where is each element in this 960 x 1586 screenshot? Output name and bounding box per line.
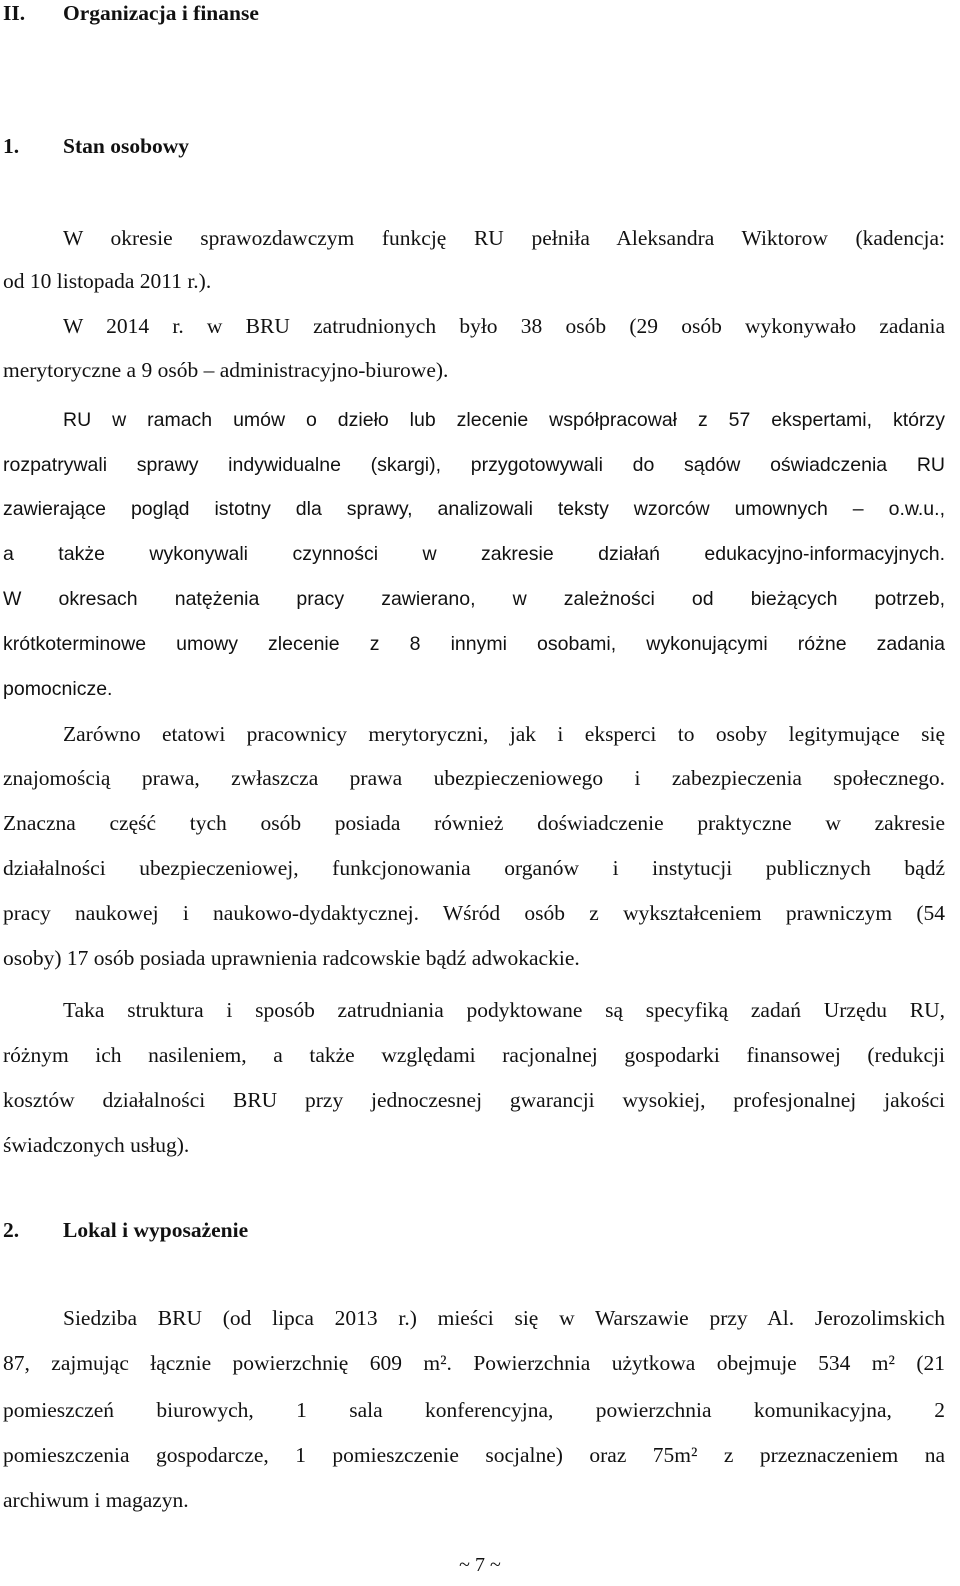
text-line: świadczonych usług). <box>3 1133 190 1157</box>
text-line: osoby) 17 osób posiada uprawnienia radcowskie bądź adwokackie. <box>3 946 580 970</box>
text-line: działalności ubezpieczeniowej, funkcjonowania organów i instytucji publicznych bądź <box>3 856 945 880</box>
text-line: różnym ich nasileniem, a także względami racjonalnej gospodarki finansowej (redukcji <box>3 1043 945 1067</box>
text-line: Znaczna część tych osób posiada również doświadczenie praktyczne w zakresie <box>3 811 945 835</box>
subsection-heading-2 <box>3 1217 945 1243</box>
text-line: pomieszczenia gospodarcze, 1 pomieszczenie socjalne) oraz 75m² z przeznaczeniem na <box>3 1443 945 1467</box>
text-line: W okresie sprawozdawczym funkcję RU pełniła Aleksandra Wiktorow (kadencja: <box>63 226 945 250</box>
text-line: archiwum i magazyn. <box>3 1488 189 1512</box>
section-title: Organizacja i finanse <box>63 1 259 25</box>
text-line: krótkoterminowe umowy zlecenie z 8 innymi osobami, wykonującymi różne zadania <box>3 633 945 655</box>
text-line: kosztów działalności BRU przy jednoczesnej gwarancji wysokiej, profesjonalnej jakości <box>3 1088 945 1112</box>
page-number: ~ 7 ~ <box>459 1554 501 1576</box>
text-line: 87, zajmując łącznie powierzchnię 609 m². Powierzchnia użytkowa obejmuje 534 m² (21 <box>3 1351 945 1375</box>
section-heading <box>3 0 945 26</box>
subsection-title: Lokal i wyposażenie <box>63 1218 249 1242</box>
text-line: rozpatrywali sprawy indywidualne (skargi), przygotowywali do sądów oświadczenia RU <box>3 454 945 476</box>
text-line: od 10 listopada 2011 r.). <box>3 269 212 293</box>
text-line: pomocnicze. <box>3 678 113 700</box>
subsection-title: Stan osobowy <box>63 134 190 158</box>
subsection-number: 2. <box>3 1218 20 1242</box>
text-line: Zarówno etatowi pracownicy merytoryczni, jak i eksperci to osoby legitymujące się <box>63 722 945 746</box>
section-number: II. <box>3 1 26 25</box>
text-line: znajomością prawa, zwłaszcza prawa ubezpieczeniowego i zabezpieczenia społecznego. <box>3 766 945 790</box>
subsection-heading-1 <box>3 133 945 159</box>
text-line: W 2014 r. w BRU zatrudnionych było 38 osób (29 osób wykonywało zadania <box>63 314 945 338</box>
text-line: pracy naukowej i naukowo-dydaktycznej. Wśród osób z wykształceniem prawniczym (54 <box>3 901 945 925</box>
text-line: Taka struktura i sposób zatrudniania podyktowane są specyfiką zadań Urzędu RU, <box>63 998 945 1022</box>
text-line: a także wykonywali czynności w zakresie działań edukacyjno-informacyjnych. <box>3 543 945 565</box>
text-line: zawierające pogląd istotny dla sprawy, analizowali teksty wzorców umownych – o.w.u., <box>3 498 945 520</box>
text-line: W okresach natężenia pracy zawierano, w zależności od bieżących potrzeb, <box>3 588 945 610</box>
text-line: merytoryczne a 9 osób – administracyjno-biurowe). <box>3 358 449 382</box>
subsection-number: 1. <box>3 134 20 158</box>
text-line: RU w ramach umów o dzieło lub zlecenie współpracował z 57 ekspertami, którzy <box>63 409 945 431</box>
text-line: Siedziba BRU (od lipca 2013 r.) mieści się w Warszawie przy Al. Jerozolimskich <box>63 1306 945 1330</box>
text-line: pomieszczeń biurowych, 1 sala konferencyjna, powierzchnia komunikacyjna, 2 <box>3 1398 945 1422</box>
